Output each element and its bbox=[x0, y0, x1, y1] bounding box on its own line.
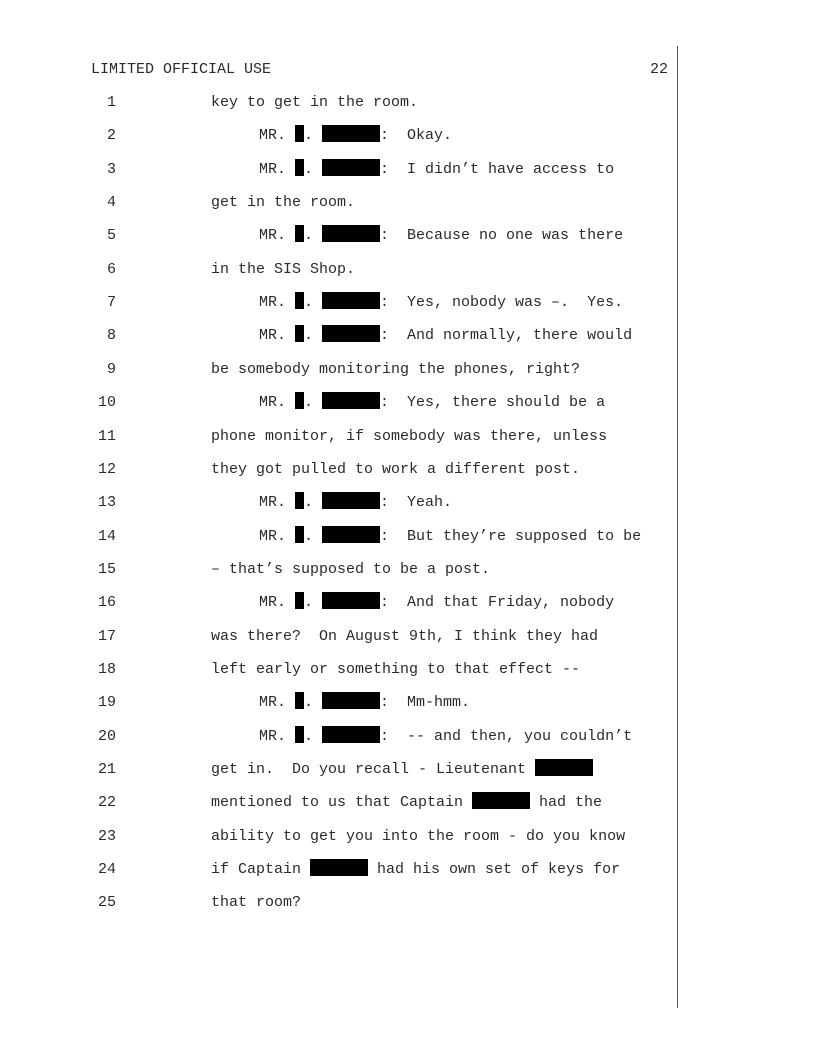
line-text bbox=[259, 125, 452, 147]
redacted-initial-block bbox=[295, 292, 304, 309]
redacted-name-block bbox=[322, 159, 380, 176]
line-text bbox=[259, 726, 632, 748]
transcript-line bbox=[0, 492, 676, 514]
line-text bbox=[211, 359, 580, 381]
text-segment: MR. bbox=[259, 594, 296, 612]
line-text bbox=[259, 526, 641, 548]
line-number: 5 bbox=[106, 227, 116, 245]
line-text bbox=[211, 792, 602, 814]
line-text bbox=[211, 92, 418, 114]
line-number: 16 bbox=[97, 594, 116, 612]
transcript-line bbox=[0, 726, 676, 748]
line-text bbox=[211, 892, 301, 914]
text-segment: . bbox=[304, 327, 323, 345]
redacted-name-block bbox=[322, 726, 380, 743]
line-number: 12 bbox=[97, 460, 116, 478]
line-number: 19 bbox=[97, 694, 116, 712]
transcript-line bbox=[0, 559, 676, 581]
transcript-line bbox=[0, 426, 676, 448]
line-number: 7 bbox=[106, 294, 116, 312]
line-text bbox=[211, 192, 355, 214]
redacted-name-block bbox=[322, 225, 380, 242]
transcript-line bbox=[0, 626, 676, 648]
text-segment: MR. bbox=[259, 127, 296, 145]
text-segment: . bbox=[304, 527, 323, 545]
transcript-line bbox=[0, 792, 676, 814]
text-segment: key to get in the room. bbox=[211, 94, 419, 111]
line-text bbox=[259, 225, 623, 247]
transcript-line bbox=[0, 125, 676, 147]
redacted-name-block bbox=[322, 125, 380, 142]
line-text bbox=[259, 692, 470, 714]
transcript-line bbox=[0, 592, 676, 614]
text-segment: phone monitor, if somebody was there, unless bbox=[211, 427, 608, 445]
text-segment: . bbox=[304, 727, 323, 745]
redacted-name-block bbox=[322, 492, 380, 509]
text-segment: : Mm-hmm. bbox=[380, 694, 471, 712]
page-number: 22 bbox=[649, 61, 668, 78]
text-segment: get in the room. bbox=[211, 194, 356, 212]
redacted-initial-block bbox=[295, 125, 304, 142]
transcript-line bbox=[0, 892, 676, 914]
line-text bbox=[211, 759, 593, 781]
redacted-initial-block bbox=[295, 492, 304, 509]
line-number: 24 bbox=[97, 861, 116, 879]
text-segment: MR. bbox=[259, 227, 296, 245]
line-text bbox=[259, 325, 632, 347]
text-segment: had his own set of keys for bbox=[368, 861, 621, 879]
line-text bbox=[211, 426, 607, 448]
line-number: 20 bbox=[97, 727, 116, 745]
text-segment: : And normally, there would bbox=[380, 327, 633, 345]
text-segment: . bbox=[304, 394, 323, 412]
text-segment: MR. bbox=[259, 694, 296, 712]
text-segment: mentioned to us that Captain bbox=[211, 794, 473, 812]
transcript-line bbox=[0, 225, 676, 247]
line-text bbox=[259, 392, 605, 414]
text-segment: : Because no one was there bbox=[380, 227, 624, 245]
line-number: 11 bbox=[97, 427, 116, 445]
text-segment: : Yes, nobody was –. Yes. bbox=[380, 294, 624, 312]
line-number: 15 bbox=[97, 560, 116, 578]
redacted-name-block bbox=[322, 692, 380, 709]
line-number: 8 bbox=[106, 327, 116, 345]
redacted-initial-block bbox=[295, 526, 304, 543]
redacted-name-block bbox=[472, 792, 530, 809]
transcript-line bbox=[0, 392, 676, 414]
redacted-initial-block bbox=[295, 325, 304, 342]
transcript-line bbox=[0, 459, 676, 481]
transcript-line bbox=[0, 259, 676, 281]
line-number: 3 bbox=[106, 160, 116, 178]
line-text bbox=[211, 659, 580, 681]
redacted-initial-block bbox=[295, 726, 304, 743]
transcript-line bbox=[0, 692, 676, 714]
right-margin-rule bbox=[677, 46, 678, 1008]
text-segment: : And that Friday, nobody bbox=[380, 594, 615, 612]
line-number: 6 bbox=[106, 260, 116, 278]
text-segment: ability to get you into the room - do you know bbox=[211, 827, 626, 845]
transcript-line bbox=[0, 159, 676, 181]
text-segment: in the SIS Shop. bbox=[211, 260, 356, 278]
line-number: 2 bbox=[106, 127, 116, 145]
redacted-name-block bbox=[535, 759, 593, 776]
text-segment: : Yes, there should be a bbox=[380, 394, 606, 412]
transcript-line bbox=[0, 292, 676, 314]
line-number: 14 bbox=[97, 527, 116, 545]
text-segment: left early or something to that effect -- bbox=[211, 660, 581, 678]
text-segment: be somebody monitoring the phones, right? bbox=[211, 360, 581, 378]
line-number: 9 bbox=[106, 360, 116, 378]
text-segment: was there? On August 9th, I think they had bbox=[211, 627, 599, 645]
transcript-line bbox=[0, 359, 676, 381]
line-number: 17 bbox=[97, 627, 116, 645]
redacted-initial-block bbox=[295, 692, 304, 709]
text-segment: . bbox=[304, 160, 323, 178]
redacted-initial-block bbox=[295, 225, 304, 242]
text-segment: . bbox=[304, 227, 323, 245]
line-text bbox=[211, 859, 620, 881]
transcript-line bbox=[0, 325, 676, 347]
text-segment: MR. bbox=[259, 327, 296, 345]
redacted-name-block bbox=[322, 292, 380, 309]
text-segment: that room? bbox=[211, 894, 302, 912]
line-number: 1 bbox=[106, 94, 116, 111]
transcript-line bbox=[0, 759, 676, 781]
transcript-line bbox=[0, 859, 676, 881]
text-segment: : Okay. bbox=[380, 127, 453, 145]
redacted-initial-block bbox=[295, 592, 304, 609]
text-segment: . bbox=[304, 494, 323, 512]
text-segment: MR. bbox=[259, 394, 296, 412]
text-segment: had the bbox=[530, 794, 603, 812]
line-text bbox=[259, 292, 623, 314]
classification-header: LIMITED OFFICIAL USE bbox=[91, 61, 272, 78]
text-segment: MR. bbox=[259, 494, 296, 512]
line-number: 18 bbox=[97, 660, 116, 678]
line-text bbox=[211, 826, 625, 848]
redacted-initial-block bbox=[295, 159, 304, 176]
text-segment: . bbox=[304, 127, 323, 145]
line-text bbox=[211, 459, 580, 481]
text-segment: . bbox=[304, 594, 323, 612]
text-segment: MR. bbox=[259, 294, 296, 312]
transcript-line bbox=[0, 526, 676, 548]
text-segment: MR. bbox=[259, 160, 296, 178]
text-segment: : But they’re supposed to be bbox=[380, 527, 642, 545]
line-text bbox=[259, 492, 452, 514]
redacted-name-block bbox=[310, 859, 368, 876]
line-text bbox=[259, 159, 614, 181]
text-segment: : I didn’t have access to bbox=[380, 160, 615, 178]
text-segment: if Captain bbox=[211, 861, 311, 879]
text-segment: they got pulled to work a different post. bbox=[211, 460, 581, 478]
line-text bbox=[211, 559, 490, 581]
line-number: 13 bbox=[97, 494, 116, 512]
line-text bbox=[211, 626, 598, 648]
redacted-initial-block bbox=[295, 392, 304, 409]
transcript-line bbox=[0, 659, 676, 681]
line-number: 4 bbox=[106, 194, 116, 212]
line-number: 21 bbox=[97, 761, 116, 778]
redacted-name-block bbox=[322, 526, 380, 543]
text-segment: . bbox=[304, 694, 323, 712]
line-number: 22 bbox=[97, 794, 116, 812]
line-number: 10 bbox=[97, 394, 116, 412]
line-number: 25 bbox=[97, 894, 116, 912]
transcript-line bbox=[0, 826, 676, 848]
transcript-line bbox=[0, 192, 676, 214]
text-segment: MR. bbox=[259, 527, 296, 545]
text-segment: – that’s supposed to be a post. bbox=[211, 560, 491, 578]
line-text bbox=[259, 592, 614, 614]
line-text bbox=[211, 259, 355, 281]
transcript-line bbox=[0, 92, 676, 114]
text-segment: : Yeah. bbox=[380, 494, 453, 512]
redacted-name-block bbox=[322, 592, 380, 609]
line-number: 23 bbox=[97, 827, 116, 845]
text-segment: . bbox=[304, 294, 323, 312]
text-segment: : -- and then, you couldn’t bbox=[380, 727, 633, 745]
redacted-name-block bbox=[322, 325, 380, 342]
text-segment: MR. bbox=[259, 727, 296, 745]
redacted-name-block bbox=[322, 392, 380, 409]
text-segment: get in. Do you recall - Lieutenant bbox=[211, 761, 536, 778]
